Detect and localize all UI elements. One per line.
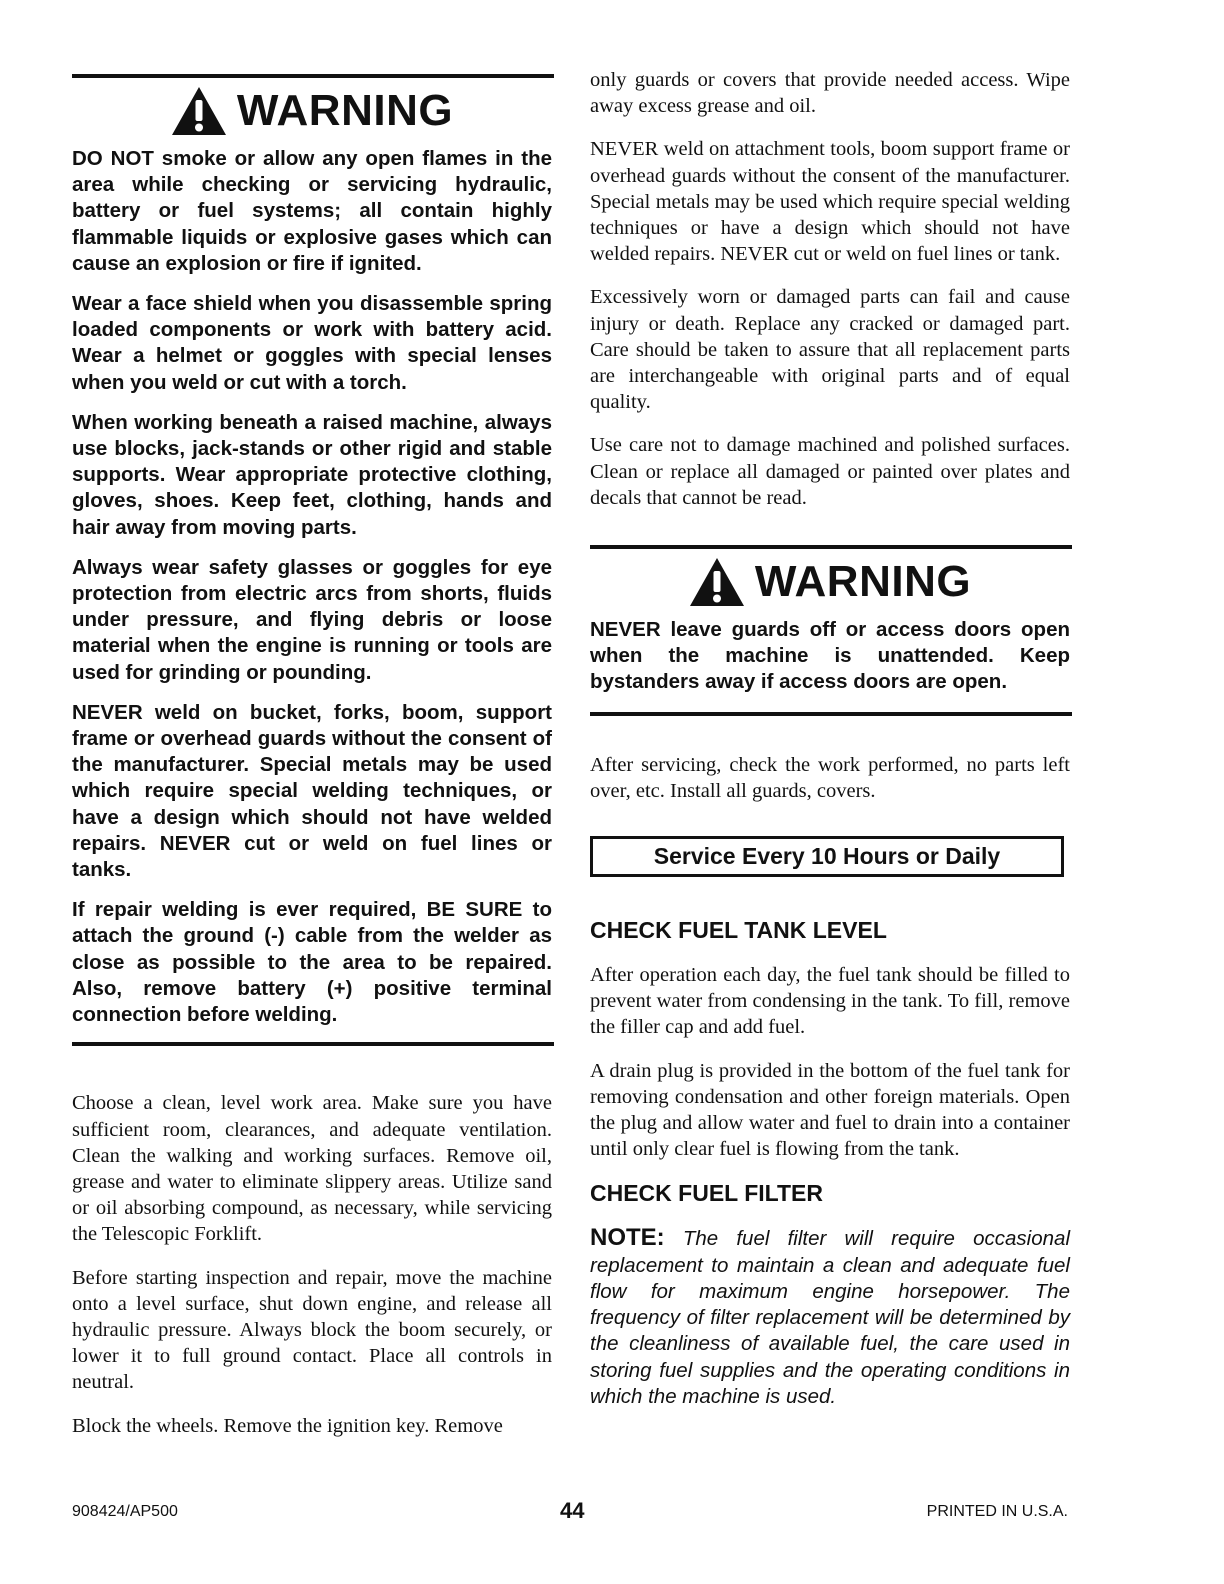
body-paragraph: Choose a clean, level work area. Make sure you have sufficient room, clearances, and adequate ventilation. Clean the walking and working surfaces. Remove oil, grease and water to eliminate slippery areas. Utilize sand or oil absorbing compound, as necessary, while servicing the Telescopic Forklift. (72, 1092, 552, 1246)
warning-paragraph: DO NOT smoke or allow any open flames in the area while checking or servicing hydraulic, battery or fuel systems; all contain highly flammable liquids or explosive gases which can cause an explosion or fire if ignited. (72, 147, 552, 275)
printed-location: PRINTED IN U.S.A. (926, 1503, 1068, 1520)
warning-title: WARNING (754, 557, 972, 607)
body-paragraph: After operation each day, the fuel tank should be filled to prevent water from condensing in the tank. To fill, remove the filler cap and add fuel. (590, 964, 1070, 1039)
warning-paragraph: When working beneath a raised machine, always use blocks, jack-stands or other rigid and stable supports. Wear appropriate protective clothing, gloves, shoes. Keep feet, clothing, hands and hair away from moving parts. (72, 410, 552, 539)
warning-paragraph: Wear a face shield when you disassemble spring loaded components or work with battery acid. Wear a helmet or goggles with special lenses when you weld or cut with a torch. (72, 292, 552, 394)
warning-title: WARNING (236, 86, 454, 135)
right-column (590, 67, 1070, 1410)
page-footer (72, 1500, 1068, 1524)
body-paragraph: only guards or covers that provide needed access. Wipe away excess grease and oil. (590, 69, 1070, 118)
body-paragraph: Use care not to damage machined and polished surfaces. Clean or replace all damaged or painted over plates and decals that cannot be read. (590, 434, 1070, 509)
warning-paragraph: Always wear safety glasses or goggles for eye protection from electric arcs from shorts, fluids under pressure, and flying debris or loose material when the engine is running or tools are used for grinding or pounding. (72, 555, 552, 684)
note-label: NOTE: (590, 1224, 665, 1252)
page-number: 44 (560, 1498, 585, 1523)
warning-bottom-rule (590, 712, 1072, 716)
note-text: The fuel filter will require occasional replacement to maintain a clean and adequate fuel flow for maximum engine horsepower. The frequency of filter replacement will be determined by the cleanliness of available fuel, the care used in storing fuel supplies and the operating conditions in which the machine is used. (590, 1227, 1070, 1408)
body-paragraph: NEVER weld on attachment tools, boom support frame or overhead guards without the consent of the manufacturer. Special metals may be used which require special welding techniques or have a design which should not have welded repairs. NEVER cut or weld on fuel lines or tank. (590, 138, 1070, 266)
warning-top-rule (72, 74, 554, 78)
body-paragraph: Before starting inspection and repair, move the machine onto a level surface, shut down engine, and release all hydraulic pressure. Always block the boom securely, or lower it to full ground contact. Place all controls in neutral. (72, 1266, 552, 1394)
warning-paragraph: If repair welding is ever required, BE SURE to attach the ground (-) cable from the welder as close as possible to the area to be repaired. Also, remove battery (+) positive terminal connection before welding. (72, 898, 552, 1027)
warning-paragraph: NEVER weld on bucket, forks, boom, support frame or overhead guards without the consent of the manufacturer. Special metals may be used which require special welding techniques, or have a design which should not have welded repairs. NEVER cut or weld on fuel lines or tanks. (72, 700, 552, 882)
left-column (72, 0, 552, 1456)
warning-bottom-rule (72, 1042, 554, 1046)
section-heading-fuel-filter: CHECK FUEL FILTER (590, 1180, 823, 1207)
body-paragraph: Block the wheels. Remove the ignition key. Remove (72, 1414, 503, 1437)
warning-icon (171, 86, 227, 136)
warning-heading (590, 557, 1070, 607)
body-paragraph: A drain plug is provided in the bottom of the fuel tank for removing condensation and other foreign materials. Open the plug and allow water and fuel to drain into a container until only clear fuel is flowing from the tank. (590, 1059, 1070, 1161)
note-paragraph (590, 1225, 1070, 1409)
body-paragraph: Excessively worn or damaged parts can fail and cause injury or death. Replace any cracked or damaged part. Care should be taken to assure that all replacement parts are interchangeable with original parts and of equal quality. (590, 286, 1070, 414)
warning-top-rule (590, 545, 1072, 549)
document-number: 908424/AP500 (72, 1503, 178, 1520)
warning-paragraph: NEVER leave guards off or access doors open when the machine is unattended. Keep bystanders away if access doors are open. (590, 618, 1070, 694)
warning-heading (72, 86, 552, 136)
service-interval-box: Service Every 10 Hours or Daily (590, 836, 1064, 877)
warning-icon (689, 557, 745, 607)
section-heading-fuel-tank: CHECK FUEL TANK LEVEL (590, 917, 887, 944)
after-servicing-paragraph: After servicing, check the work performed, no parts left over, etc. Install all guards, covers. (590, 753, 1070, 802)
